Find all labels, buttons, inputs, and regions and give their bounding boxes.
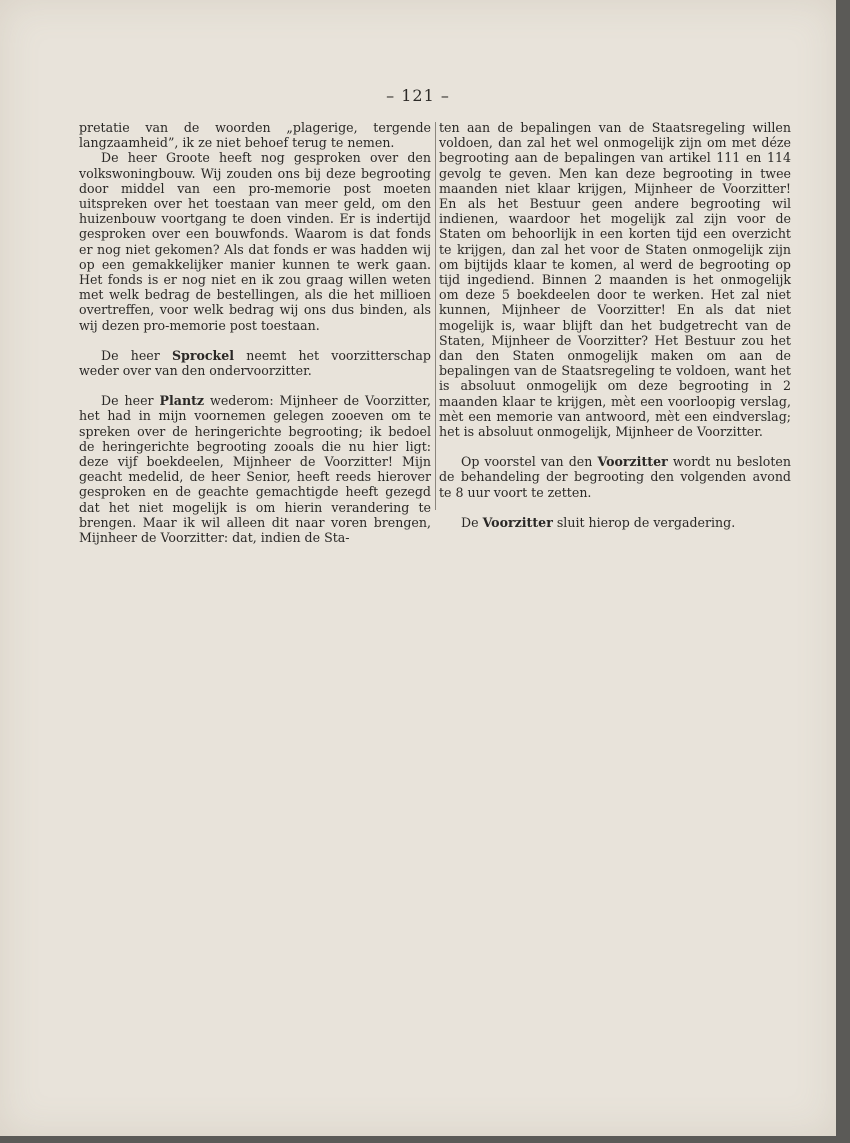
- paragraph-continuation: pretatie van de woorden „plagerige, tergende langzaamheid”, ik ze niet behoef terug te nemen.: [79, 120, 431, 151]
- paragraph-besluit: [439, 454, 791, 500]
- speaker-name: Voorzitter: [597, 454, 668, 470]
- text-prefix: Op voorstel van den: [461, 454, 598, 470]
- paragraph-continuation: ten aan de bepalingen van de Staatsregeling willen voldoen, dan zal het wel onmogelijk zijn om met déze begrooting aan de bepalingen van artikel 111 en 114 gevolg te geven. Men kan deze begrooting in twee maanden niet klaar krijgen, Mijnheer de Voorzitter! En als het Bestuur geen andere begrooting wil indienen, waardoor het mogelijk zal zijn voor de Staten om behoorlijk in een korten tijd een overzicht te krijgen, dan zal het voor de Staten onmogelijk zijn om bijtijds klaar te komen, al werd de begrooting op tijd ingediend. Binnen 2 maanden is het onmogelijk om deze 5 boekdeelen door te werken. Het zal niet kunnen, Mijnheer de Voorzitter! En als dat niet mogelijk is, waar blijft dan het budgetrecht van de Staten, Mijnheer de Voorzitter? Het Bestuur zou het dan den Staten onmogelijk maken om aan de bepalingen van de Staatsregeling te voldoen, want het is absoluut onmogelijk om deze begrooting in 2 maanden klaar te krijgen, mèt een voorloopig verslag, mèt een memorie van antwoord, mèt een eindverslag; het is absoluut onmogelijk, Mijnheer de Voorzitter.: [439, 120, 791, 440]
- paragraph-sprockel: [79, 348, 431, 378]
- paragraph-groote: De heer Groote heeft nog gesproken over den volkswoningbouw. Wij zouden ons bij deze begrooting door middel van een pro-memorie post moeten uitspreken over het toestaan van meer geld, om den huizenbouw voortgang te doen vinden. Er is indertijd gesproken over een bouwfonds. Waarom is dat fonds er nog niet gekomen? Als dat fonds er was hadden wij op een gemakkelijker manier kunnen te werk gaan. Het fonds is er nog niet en ik zou graag willen weten met welk bedrag de bestellingen, als die het millioen overtreffen, voor welk bedrag wij ons dus binden, als wij dezen pro-memorie post toestaan.: [79, 150, 431, 333]
- speaker-name: Sprockel: [171, 347, 235, 363]
- column-divider: [435, 122, 436, 510]
- speaker-name: Plantz: [159, 393, 205, 409]
- paragraph-text: wederom: Mijnheer de Voorzitter, het had in mijn voornemen gelegen zooeven om te spreken over de heringerichte begrooting; ik bedoel de heringerichte begrooting zooals die nu hier ligt: deze vijf boekdeelen, Mijnheer de Voorzitter! Mijn geacht medelid, de heer Senior, heeft reeds hierover gesproken en de geachte gemachtigde heeft gezegd dat het niet mogelijk is om hierin verandering te brengen. Maar ik wil alleen dit naar voren brengen, Mijnheer de Voorzitter: dat, indien de Sta-: [79, 393, 431, 546]
- left-column: [79, 120, 431, 545]
- page-number: – 121 –: [386, 86, 450, 105]
- speaker-name: Voorzitter: [482, 514, 553, 530]
- paragraph-text: wordt nu besloten de behandeling der begrooting den volgenden avond te 8 uur voort te zetten.: [439, 454, 791, 500]
- paragraph-plantz: [79, 393, 431, 545]
- paragraph-text: neemt het voorzitterschap weder over van den ondervoorzitter.: [79, 347, 431, 379]
- text-prefix: De heer: [101, 347, 172, 363]
- paragraph-closing: [439, 515, 791, 530]
- paragraph-text: sluit hierop de vergadering.: [552, 514, 736, 530]
- right-column: [439, 120, 791, 530]
- text-prefix: De: [461, 514, 483, 530]
- text-prefix: De heer: [101, 393, 160, 409]
